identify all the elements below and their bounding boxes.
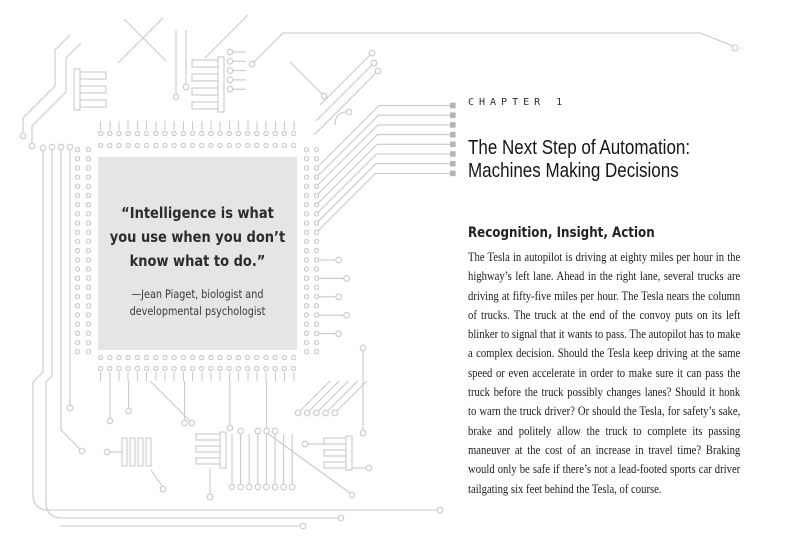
chip-pad-row-bottom-outer (96, 365, 299, 372)
quote-line-3: know what to do.” (129, 252, 266, 270)
top-edge-trace (249, 33, 738, 67)
chip-pad-stubs-top (96, 121, 299, 130)
chip-pad-row-top-outer (96, 130, 299, 137)
right-side-stubs (319, 257, 366, 436)
comb-structures-bottom (104, 428, 372, 500)
section-heading: Recognition, Insight, Action (468, 225, 655, 241)
chip-pad-stubs-bottom (96, 372, 299, 381)
quote-attribution-line-1: —Jean Piaget, biologist and (131, 287, 264, 301)
chip-quote-text (98, 157, 297, 320)
quote-attribution-line-2: developmental psychologist (129, 304, 266, 318)
chip-pad-column-right-inner (303, 145, 310, 357)
chip-pad-row-top-inner (96, 142, 299, 149)
upper-right-stub-traces (290, 50, 381, 135)
chip-pad-column-right-outer (313, 145, 320, 357)
body-paragraph: The Tesla in autopilot is driving at eighty miles per hour in the highway’s left lane. Ahead in the right lane, several trucks are driving at fifty-five miles per hour. The Tesla nears the column of trucks. The truck at the end of the convoy puts on its left blinker to signal that it wants to pass. The autopilot has to make a complex decision. Should the Tesla keep driving at the same speed or even accelerate in order to make sure it can pass the truck before the truck possibly changes lanes? Should it honk to warn the truck driver? Or should the Tesla, for safety’s sake, brake and politely allow the truck to complete its passing maneuver at the cost of an increase in travel time? Braking would only be safe if there’s not a lead-footed sports car driver tailgating six feet behind the Tesla, of course. (468, 249, 741, 496)
below-chip-traces (107, 381, 367, 434)
chapter-title-line-2: Machines Making Decisions (468, 159, 679, 182)
chapter-fanout-traces (317, 103, 456, 233)
stub-column (227, 49, 246, 92)
quote-line-1: “Intelligence is what (121, 204, 274, 222)
chip-pad-column-left-outer (74, 145, 81, 357)
chip-pad-row-bottom-inner (96, 354, 299, 361)
via-ladder (229, 428, 295, 490)
chapter-title-line-1: The Next Step of Automation: (468, 137, 691, 159)
chip-quote-block (98, 157, 297, 350)
chip-pad-column-left-inner (85, 145, 92, 357)
comb-structures-top (74, 57, 224, 112)
quote-attribution (98, 286, 297, 320)
quote-line-2: you use when you don’t (109, 228, 286, 246)
chapter-title (468, 137, 723, 182)
chapter-label: CHAPTER 1 (468, 97, 568, 108)
connector-squares (450, 103, 456, 177)
